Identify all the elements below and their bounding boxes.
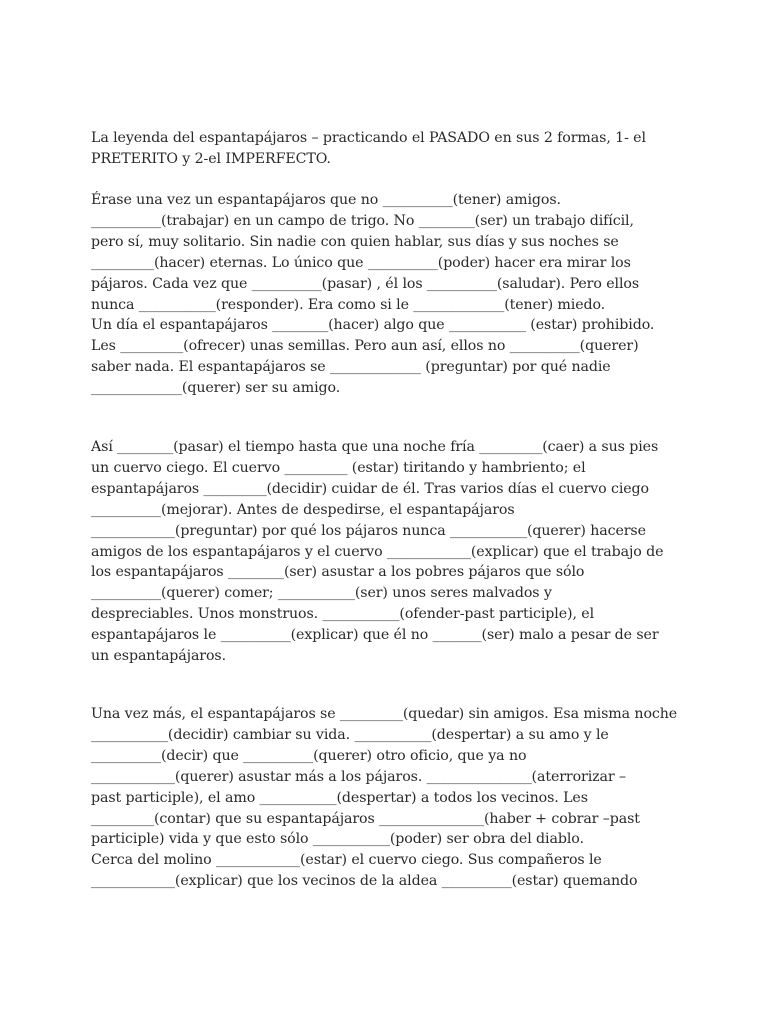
paragraph-line: pero sí, muy solitario. Sin nadie con quien hablar, sus días y sus noches se: [91, 233, 619, 250]
paragraph-line: __________(decir) que __________(querer) otro oficio, que ya no: [91, 747, 527, 764]
paragraph-line: nunca ___________(responder). Era como si le _____________(tener) miedo.: [91, 296, 606, 313]
paragraph-line: past participle), el amo ___________(despertar) a todos los vecinos. Les: [91, 789, 588, 806]
paragraph-line: un espantapájaros.: [91, 648, 227, 665]
title-line: La leyenda del espantapájaros – practicando el PASADO en sus 2 formas, 1- el: [91, 130, 646, 146]
paragraph-line: __________(mejorar). Antes de despedirse, el espantapájaros: [91, 501, 515, 518]
document-title: [91, 128, 691, 170]
title-line: PRETERITO y 2-el IMPERFECTO.: [91, 150, 331, 167]
paragraph-line: _________(contar) que su espantapájaros _______________(haber + cobrar –past: [91, 810, 640, 827]
paragraph-line: un cuervo ciego. El cuervo _________ (estar) tiritando y hambriento; el: [91, 459, 586, 476]
paragraph-line: espantapájaros le __________(explicar) que él no _______(ser) malo a pesar de ser: [91, 627, 659, 644]
paragraph-line: Érase una vez un espantapájaros que no __________(tener) amigos.: [91, 192, 561, 208]
paragraph-line: ____________(explicar) que los vecinos de la aldea __________(estar) quemando: [91, 873, 638, 890]
paragraph-line: __________(trabajar) en un campo de trigo. No ________(ser) un trabajo difícil,: [91, 212, 634, 229]
paragraph-line: ___________(decidir) cambiar su vida. ___________(despertar) a su amo y le: [91, 726, 609, 743]
paragraph-line: _________(hacer) eternas. Lo único que __________(poder) hacer era mirar los: [91, 254, 631, 271]
paragraph-line: Cerca del molino ____________(estar) el cuervo ciego. Sus compañeros le: [91, 852, 602, 869]
paragraph-line: los espantapájaros ________(ser) asustar a los pobres pájaros que sólo: [91, 564, 585, 581]
paragraph-line: despreciables. Unos monstruos. ___________(ofender-past participle), el: [91, 606, 595, 623]
paragraph-line: ____________(querer) asustar más a los pájaros. _______________(aterrorizar –: [91, 768, 626, 785]
paragraph-line: espantapájaros _________(decidir) cuidar de él. Tras varios días el cuervo ciego: [91, 480, 649, 497]
paragraph-line: Un día el espantapájaros ________(hacer) algo que ___________ (estar) prohibido.: [91, 317, 655, 334]
paragraph-1: [91, 190, 691, 399]
paragraph-line: participle) vida y que esto sólo ___________(poder) ser obra del diablo.: [91, 831, 584, 848]
paragraph-line: Así ________(pasar) el tiempo hasta que una noche fría _________(caer) a sus pies: [91, 439, 659, 455]
paragraph-line: __________(querer) comer; ___________(ser) unos seres malvados y: [91, 585, 552, 602]
paragraph-line: Una vez más, el espantapájaros se _________(quedar) sin amigos. Esa misma noche: [91, 706, 678, 722]
paragraph-line: Les _________(ofrecer) unas semillas. Pero aun así, ellos no __________(querer): [91, 338, 639, 355]
paragraph-2: [91, 437, 691, 667]
paragraph-3: [91, 704, 691, 892]
paragraph-line: pájaros. Cada vez que __________(pasar) , él los __________(saludar). Pero ellos: [91, 275, 640, 292]
paragraph-line: _____________(querer) ser su amigo.: [91, 380, 341, 397]
paragraph-line: saber nada. El espantapájaros se _____________ (preguntar) por qué nadie: [91, 359, 611, 376]
paragraph-line: amigos de los espantapájaros y el cuervo ____________(explicar) que el trabajo de: [91, 543, 664, 560]
paragraph-line: ____________(preguntar) por qué los pájaros nunca ___________(querer) hacerse: [91, 522, 646, 539]
